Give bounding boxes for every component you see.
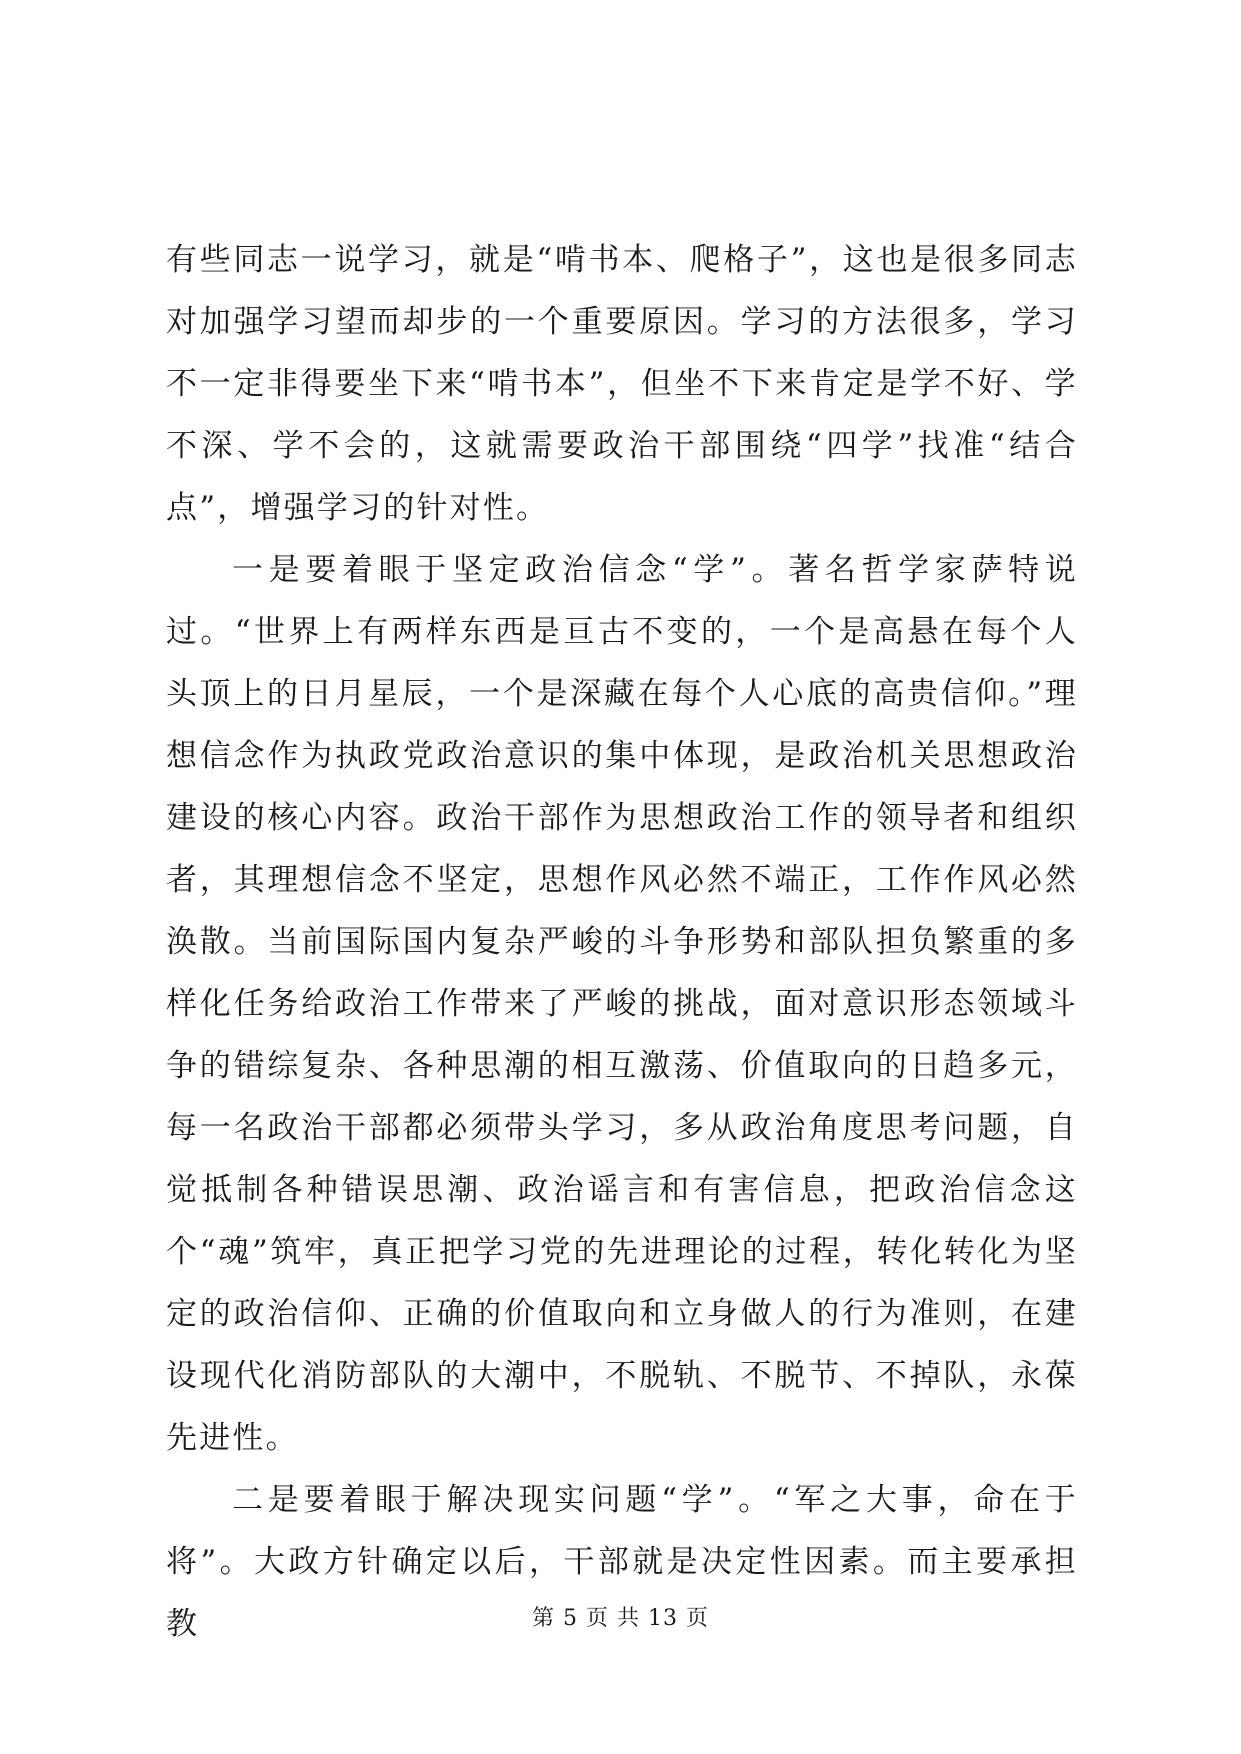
paragraph-continuation: 有些同志一说学习，就是“啃书本、爬格子”，这也是很多同志对加强学习望而却步的一个重要原因。学习的方法很多，学习不一定非得要坐下来“啃书本”，但坐不下来肯定是学不好、学不深、学不会的，这就需要政治干部围绕“四学”找准“结合点”，增强学习的针对性。 — [166, 242, 1078, 526]
page-number-footer: 第 5 页 共 13 页 — [532, 1606, 709, 1631]
document-body — [166, 229, 1078, 1655]
paragraph-political-belief: 一是要着眼于坚定政治信念“学”。著名哲学家萨特说过。“世界上有两样东西是亘古不变的，一个是高悬在每个人头顶上的日月星辰，一个是深藏在每个人心底的高贵信仰。”理想信念作为执政党政治意识的集中体现，是政治机关思想政治建设的核心内容。政治干部作为思想政治工作的领导者和组织者，其理想信念不坚定，思想作风必然不端正，工作作风必然涣散。当前国际国内复杂严峻的斗争形势和部队担负繁重的多样化任务给政治工作带来了严峻的挑战，面对意识形态领域斗争的错综复杂、各种思潮的相互激荡、价值取向的日趋多元，每一名政治干部都必须带头学习，多从政治角度思考问题，自觉抵制各种错误思潮、政治谣言和有害信息，把政治信念这个“魂”筑牢，真正把学习党的先进理论的过程，转化转化为坚定的政治信仰、正确的价值取向和立身做人的行为准则，在建设现代化消防部队的大潮中，不脱轨、不脱节、不掉队，永葆先进性。 — [166, 552, 1078, 1456]
paragraph-practical-problems: 二是要着眼于解决现实问题“学”。“军之大事，命在于将”。大政方针确定以后，干部就是决定性因素。而主要承担教 — [166, 1482, 1078, 1642]
